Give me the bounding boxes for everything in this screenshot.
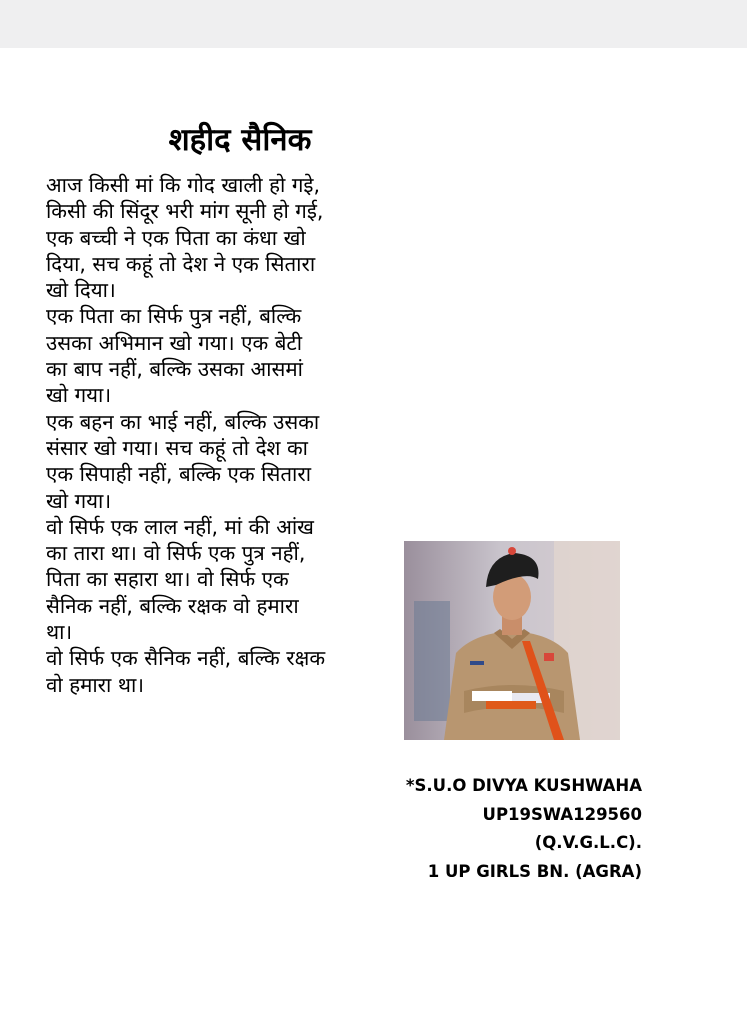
portrait-photo-icon [404,541,620,740]
document-page[interactable] [0,48,747,1024]
top-band [0,0,747,48]
poem-line: आज किसी मां कि गोद खाली हो गइे, [46,173,320,197]
poem-line: उसका अभिमान खो गया। एक बेटी [46,330,303,355]
poem-line: पिता का सहारा था। वो सिर्फ एक [46,567,289,592]
poem-line: किसी की सिंदूर भरी मांग सूनी हो गई, [46,199,324,224]
poem-line: वो हमारा था। [46,672,145,697]
signature-line: UP19SWA129560 [482,804,642,824]
poem-line: का बाप नहीं, बल्कि उसका आसमां [46,357,303,382]
poem-title: शहीद सैनिक [168,122,312,158]
signature-line: (Q.V.G.L.C). [534,833,642,852]
poem-line: संसार खो गया। सच कहूं तो देश का [46,435,308,460]
poem-line: एक बच्ची ने एक पिता का कंधा खो [46,225,306,250]
poem-line: वो सिर्फ एक लाल नहीं, मां की आंख [46,514,314,539]
poem-line: एक सिपाही नहीं, बल्कि एक सितारा [46,462,312,487]
poem-line: सैनिक नहीं, बल्कि रक्षक वो हमारा [46,593,299,618]
poem-line: एक बहन का भाई नहीं, बल्कि उसका [46,409,320,434]
poem-line: खो गया। [46,383,112,408]
signature-line: 1 UP GIRLS BN. (AGRA) [427,861,642,881]
poem-body [46,172,391,698]
portrait-photo [404,541,620,740]
poem-line: खो गया। [46,488,112,513]
poem-line: दिया, सच कहूं तो देश ने एक सितारा [46,251,316,276]
poem-line: था। [46,620,73,645]
signature-line: *S.U.O DIVYA KUSHWAHA [405,776,642,795]
poem-line: का तारा था। वो सिर्फ एक पुत्र नहीं, [46,541,306,566]
poem-line: वो सिर्फ एक सैनिक नहीं, बल्कि रक्षक [46,646,326,671]
poem-line: खो दिया। [46,278,116,303]
poem-line: एक पिता का सिर्फ पुत्र नहीं, बल्कि [46,304,302,329]
signature-block [360,772,642,886]
